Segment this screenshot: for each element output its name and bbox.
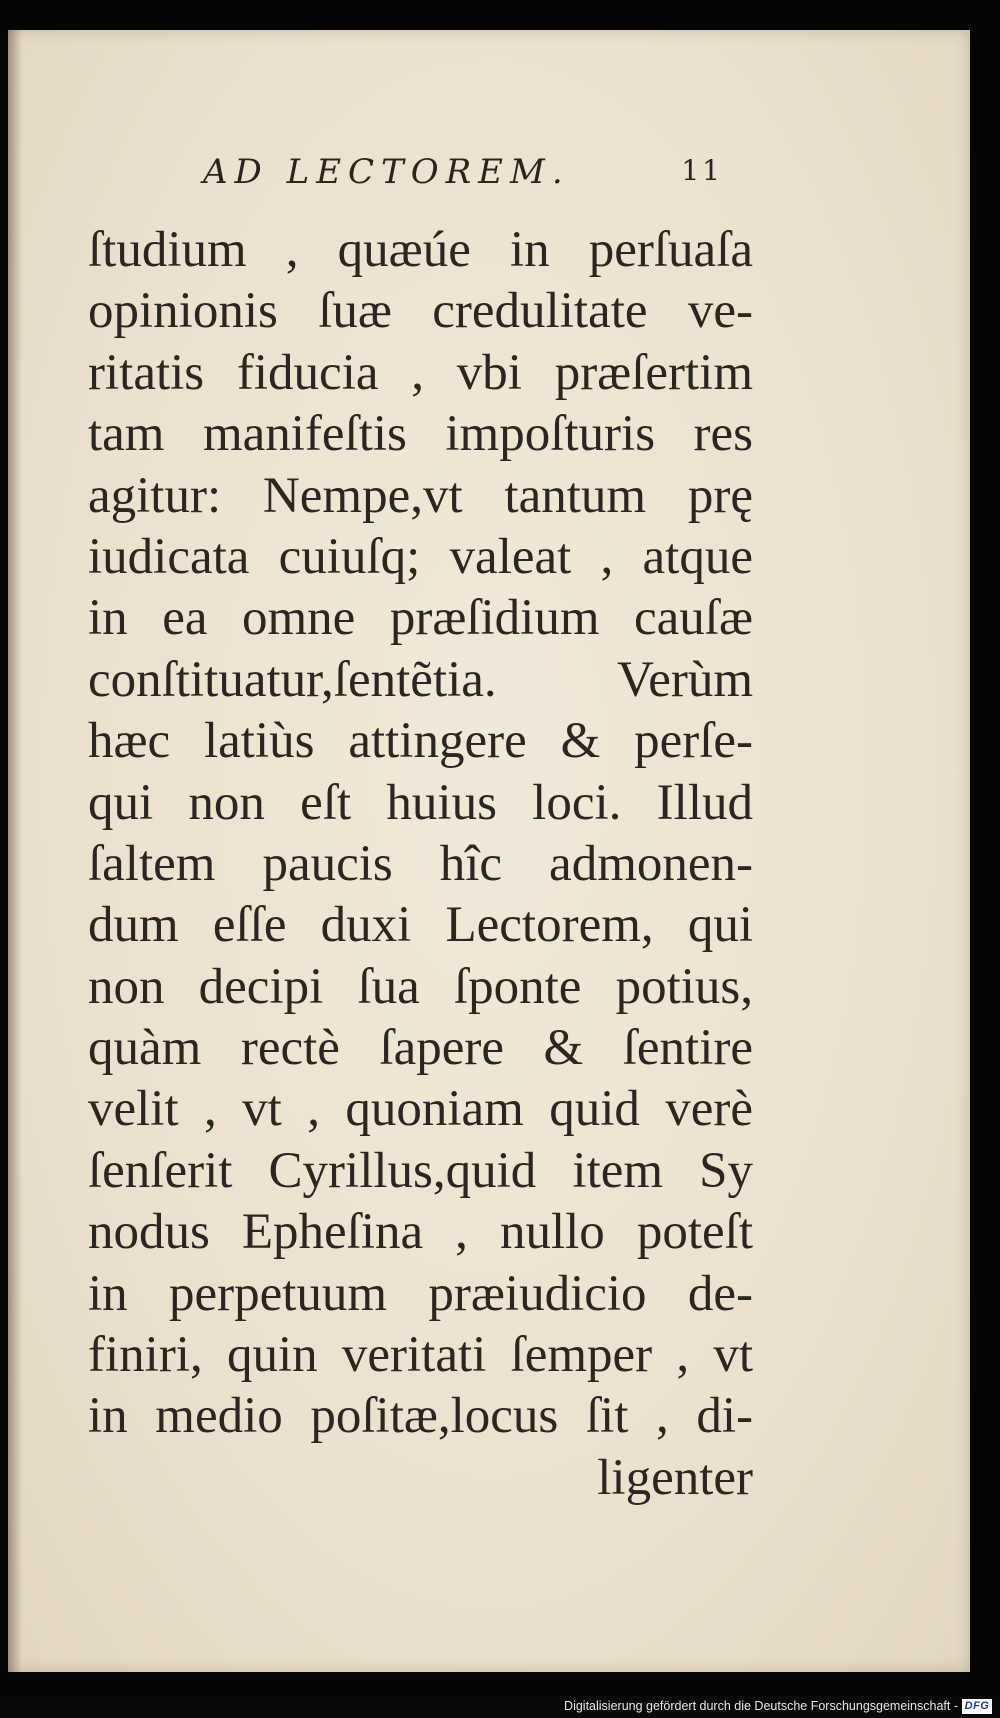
book-page <box>8 30 970 1672</box>
text-line: conſtituatur,ſentẽtia. Verùm <box>88 651 753 708</box>
text-line: quàm rectè ſapere & ſentire <box>88 1020 753 1077</box>
text-line: tam manifeſtis impoſturis res <box>88 406 753 463</box>
footer-strip <box>0 1696 1000 1718</box>
page-gutter-shadow <box>8 30 22 1672</box>
text-line: nodus Epheſina , nullo poteſt <box>88 1204 753 1261</box>
text-line: qui non eſt huius loci. Illud <box>88 774 753 831</box>
text-line: iudicata cuiuſq; valeat , atque <box>88 528 753 585</box>
text-line: opinionis ſuæ credulitate ve- <box>88 283 753 340</box>
text-line: in ea omne præſidium cauſæ <box>88 590 753 647</box>
running-title: AD LECTOREM. <box>203 152 570 192</box>
text-line: in perpetuum præiudicio de- <box>88 1265 753 1322</box>
text-line: finiri, quin veritati ſemper , vt <box>88 1327 753 1384</box>
text-line: ſenſerit Cyrillus,quid item Sy <box>88 1142 753 1199</box>
catchword: ligenter <box>597 1449 753 1506</box>
page-number: 11 <box>681 154 723 187</box>
footer-credit: Digitalisierung gefördert durch die Deutsche Forschungsgemeinschaft - <box>564 1699 958 1713</box>
text-line: in medio poſitæ,locus ſit , di- <box>88 1388 753 1445</box>
dfg-logo: DFG <box>962 1699 992 1714</box>
text-line: ſaltem paucis hîc admonen- <box>88 835 753 892</box>
text-line: non decipi ſua ſponte potius, <box>88 958 753 1015</box>
body-text <box>88 220 753 1509</box>
text-line: hæc latiùs attingere & perſe- <box>88 713 753 770</box>
text-line: dum eſſe duxi Lectorem, qui <box>88 897 753 954</box>
running-head <box>203 152 743 212</box>
text-line: ritatis fiducia , vbi præſertim <box>88 344 753 401</box>
text-line: velit , vt , quoniam quid verè <box>88 1081 753 1138</box>
text-line: agitur: Nempe,vt tantum prę <box>88 467 753 524</box>
text-line: ſtudium , quæúe in perſuaſa <box>88 222 753 278</box>
